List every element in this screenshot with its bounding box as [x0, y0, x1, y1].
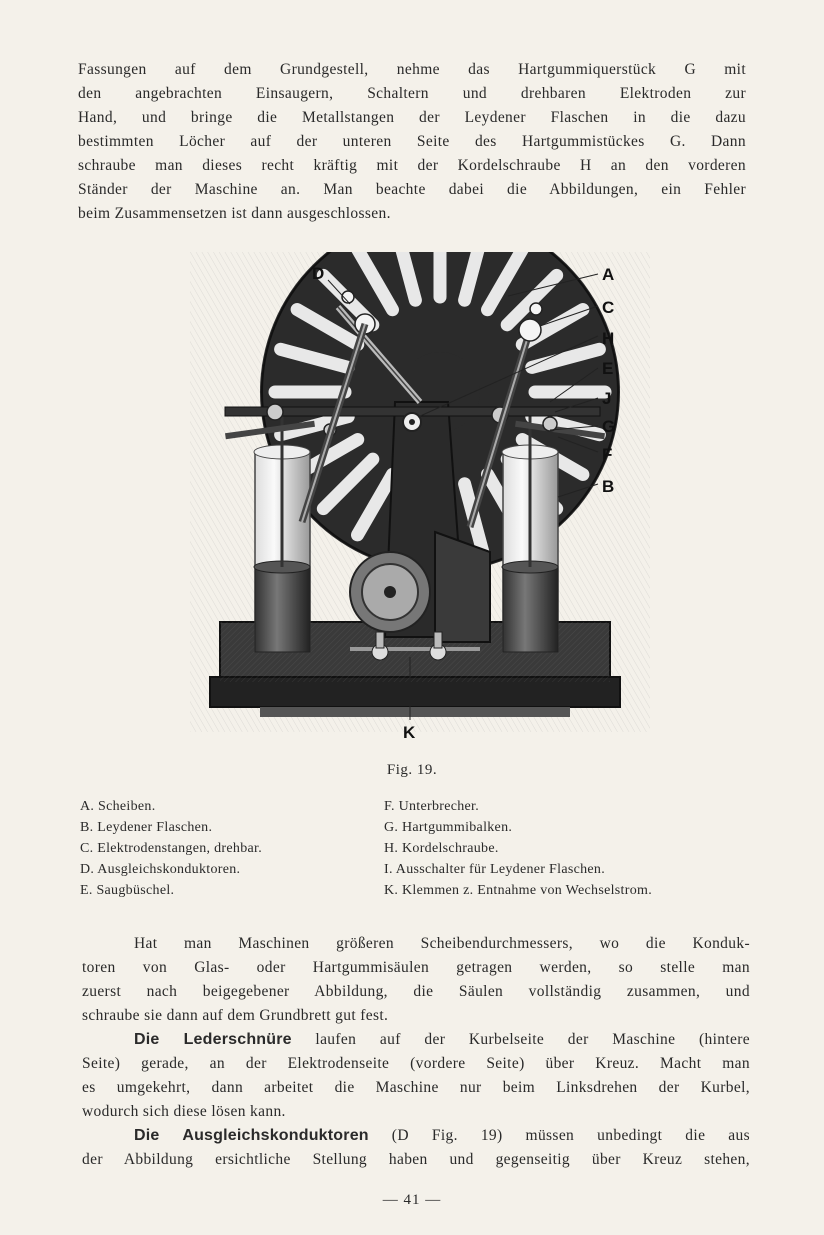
heading-neutralizers: Die Ausgleichskonduktoren: [134, 1127, 369, 1144]
label-k: K: [403, 723, 416, 742]
paragraph-leather-cords: [82, 1028, 750, 1124]
label-j: J: [602, 389, 612, 408]
heading-leather-cords: Die Lederschnüre: [134, 1031, 292, 1048]
legend-item: F. Unterbrecher.: [384, 799, 480, 814]
label-b: B: [602, 477, 615, 496]
text-line: der Abbildung ersichtliche Stellung haben und gegenseitig über Kreuz stehen,: [82, 1151, 750, 1168]
text-line: Hand, und bringe die Metallstangen der Leydener Flaschen in die dazu: [78, 109, 746, 126]
text-line: den angebrachten Einsaugern, Schaltern und drehbaren Elektroden zur: [78, 85, 746, 102]
legend-item: B. Leydener Flaschen.: [80, 820, 213, 835]
figure-caption: Fig. 19.: [386, 762, 438, 778]
leyden-jar-right: [502, 412, 558, 652]
text-line: bestimmten Löcher auf der unteren Seite des Hartgummistückes G. Dann: [78, 133, 746, 150]
text-line: Hat man Maschinen größeren Scheibendurchmessers, wo die Konduk-: [134, 935, 750, 952]
label-f: F: [602, 445, 613, 464]
text-line: toren von Glas- oder Hartgummisäulen getragen werden, so stelle man: [82, 959, 750, 976]
paragraph-large-machines: [82, 932, 750, 1028]
label-g: G: [602, 417, 616, 436]
leyden-jar-left: [254, 412, 310, 652]
legend-item: H. Kordelschraube.: [384, 841, 499, 856]
wimshurst-machine-illustration: [190, 252, 650, 752]
top-paragraph: [78, 58, 746, 226]
text-line: wodurch sich diese lösen kann.: [82, 1103, 286, 1120]
legend-item: I. Ausschalter für Leydener Flaschen.: [384, 862, 606, 877]
label-c: C: [602, 298, 615, 317]
legend-left: [80, 796, 262, 901]
label-e: E: [602, 359, 614, 378]
page-number: — 41 —: [382, 1192, 442, 1208]
legend-item: E. Saugbüschel.: [80, 883, 175, 898]
text-line: Fassungen auf dem Grundgestell, nehme das Hartgummiquerstück G mit: [78, 61, 746, 78]
legend-item: C. Elektrodenstangen, drehbar.: [80, 841, 263, 856]
text-line: zuerst nach beigegebener Abbildung, die Säulen vollständig zusammen, und: [82, 983, 750, 1000]
text-line: Ständer der Maschine an. Man beachte dabei die Abbildungen, ein Fehler: [78, 181, 746, 198]
label-a: A: [602, 265, 615, 284]
text-line: es umgekehrt, dann arbeitet die Maschine nur beim Linksdrehen der Kurbel,: [82, 1079, 750, 1096]
label-d: D: [312, 264, 325, 283]
label-h: H: [602, 329, 615, 348]
text-line: schraube sie dann auf dem Grundbrett gut fest.: [82, 1007, 389, 1024]
legend-item: K. Klemmen z. Entnahme von Wechselstrom.: [384, 883, 652, 898]
text-line: Die Lederschnüre laufen auf der Kurbelseite der Maschine (hintere: [134, 1031, 750, 1048]
legend-item: D. Ausgleichskonduktoren.: [80, 862, 241, 877]
legend-item: G. Hartgummibalken.: [384, 820, 513, 835]
text-line: Seite) gerade, an der Elektrodenseite (vordere Seite) über Kreuz. Macht man: [82, 1055, 750, 1072]
text-line: beim Zusammensetzen ist dann ausgeschlossen.: [78, 205, 391, 222]
legend-item: A. Scheiben.: [80, 799, 156, 814]
text-line: schraube man dieses recht kräftig mit der Kordelschraube H an den vorderen: [78, 157, 746, 174]
legend-right: [384, 796, 652, 901]
paragraph-neutralizers: [82, 1124, 750, 1172]
text-line: Die Ausgleichskonduktoren (D Fig. 19) müssen unbedingt die aus: [134, 1127, 751, 1144]
